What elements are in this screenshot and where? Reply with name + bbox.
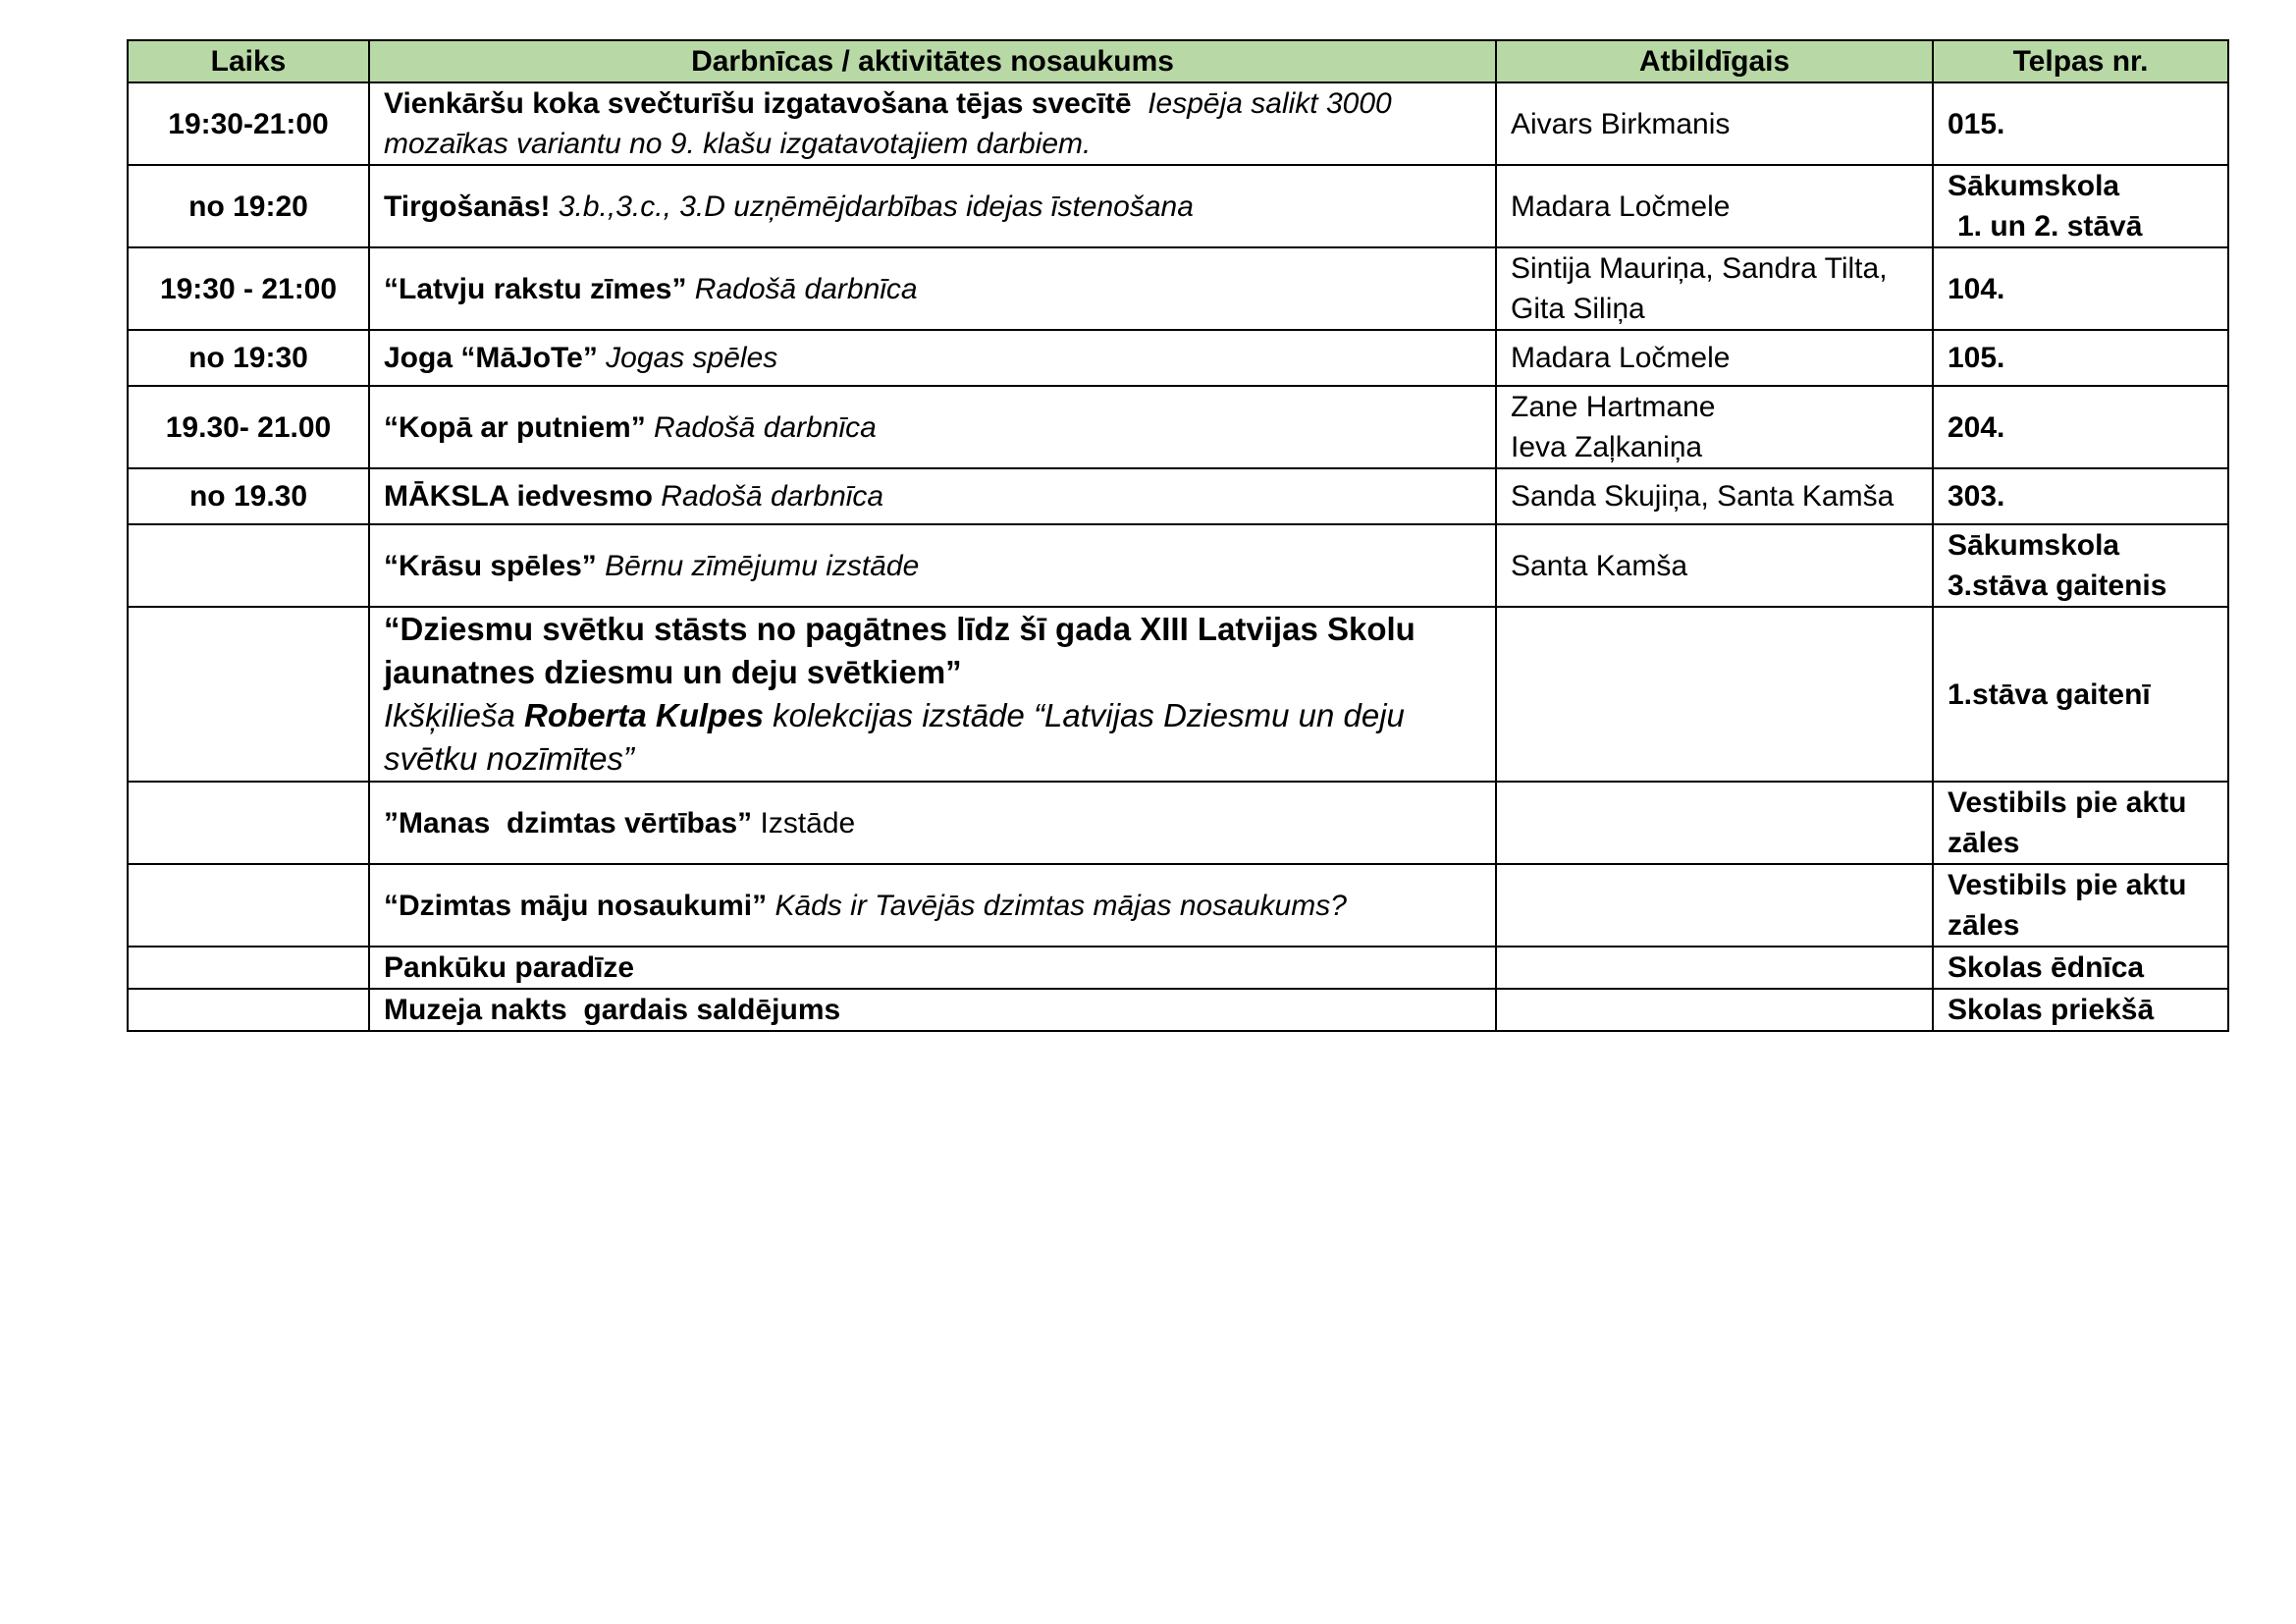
activity-title: “Krāsu spēles” bbox=[384, 549, 597, 582]
activity-desc: Radošā darbnīca bbox=[661, 480, 884, 513]
activity-desc: Radošā darbnīca bbox=[694, 272, 918, 305]
room-line: Vestibils pie aktu bbox=[1948, 786, 2187, 819]
row-time bbox=[128, 947, 369, 989]
activity-title: MĀKSLA iedvesmo bbox=[384, 480, 653, 513]
table-row bbox=[128, 82, 2228, 165]
row-room bbox=[1933, 782, 2228, 864]
row-room: 1.stāva gaitenī bbox=[1933, 607, 2228, 782]
row-responsible bbox=[1496, 989, 1933, 1031]
row-room: Skolas ēdnīca bbox=[1933, 947, 2228, 989]
row-responsible bbox=[1496, 864, 1933, 947]
row-activity bbox=[369, 607, 1496, 782]
row-time: no 19:30 bbox=[128, 330, 369, 386]
row-time bbox=[128, 524, 369, 607]
activity-title: Joga “MāJoTe” bbox=[384, 342, 598, 374]
activity-desc-name: Roberta Kulpes bbox=[524, 697, 764, 733]
row-time: no 19:20 bbox=[128, 165, 369, 247]
row-activity bbox=[369, 468, 1496, 524]
activity-title: “Dzimtas māju nosaukumi” bbox=[384, 889, 768, 922]
activity-title: Tirgošanās! bbox=[384, 189, 551, 223]
header-time: Laiks bbox=[128, 40, 369, 82]
activity-title: Muzeja nakts gardais saldējums bbox=[384, 994, 841, 1026]
row-activity bbox=[369, 524, 1496, 607]
row-time: 19:30 - 21:00 bbox=[128, 247, 369, 330]
row-activity bbox=[369, 330, 1496, 386]
responsible-line: Sintija Mauriņa, Sandra Tilta, bbox=[1511, 252, 1888, 285]
table-row bbox=[128, 247, 2228, 330]
row-room bbox=[1933, 165, 2228, 247]
activity-desc: Bērnu zīmējumu izstāde bbox=[605, 549, 920, 582]
room-line: 3.stāva gaitenis bbox=[1948, 569, 2167, 602]
row-responsible bbox=[1496, 386, 1933, 468]
row-activity bbox=[369, 165, 1496, 247]
row-activity bbox=[369, 82, 1496, 165]
activity-title: Vienkāršu koka svečturīšu izgatavošana tējas svecītē bbox=[384, 87, 1132, 120]
row-room: 303. bbox=[1933, 468, 2228, 524]
activity-desc-suffix: kolekcijas izstāde “Latvijas Dziesmu un deju svētku nozīmītes” bbox=[384, 697, 1405, 777]
row-time bbox=[128, 989, 369, 1031]
row-responsible: Santa Kamša bbox=[1496, 524, 1933, 607]
row-room: 204. bbox=[1933, 386, 2228, 468]
row-responsible bbox=[1496, 782, 1933, 864]
activity-title: “Dziesmu svētku stāsts no pagātnes līdz šī gada XIII Latvijas Skolu jaunatnes dziesmu un deju svētkiem” bbox=[384, 611, 1415, 690]
activity-desc: Izstāde bbox=[760, 806, 856, 839]
table-row bbox=[128, 782, 2228, 864]
room-line: Vestibils pie aktu bbox=[1948, 869, 2187, 901]
row-time: no 19.30 bbox=[128, 468, 369, 524]
room-line: 1. un 2. stāvā bbox=[1957, 210, 2143, 243]
row-activity bbox=[369, 947, 1496, 989]
responsible-line: Zane Hartmane bbox=[1511, 391, 1716, 423]
activity-desc: 3.b.,3.c., 3.D uzņēmējdarbības idejas īstenošana bbox=[558, 189, 1194, 223]
activity-desc-prefix: Ikšķilieša bbox=[384, 697, 515, 733]
table-row bbox=[128, 989, 2228, 1031]
activity-desc: Kāds ir Tavējās dzimtas mājas nosaukums? bbox=[774, 889, 1347, 922]
row-activity bbox=[369, 864, 1496, 947]
activity-title: Pankūku paradīze bbox=[384, 951, 635, 984]
room-line: zāles bbox=[1948, 827, 2020, 859]
table-row bbox=[128, 468, 2228, 524]
row-responsible: Aivars Birkmanis bbox=[1496, 82, 1933, 165]
row-room: 104. bbox=[1933, 247, 2228, 330]
activity-title: “Kopā ar putniem” bbox=[384, 410, 646, 444]
row-responsible: Madara Ločmele bbox=[1496, 330, 1933, 386]
row-room: Skolas priekšā bbox=[1933, 989, 2228, 1031]
table-row bbox=[128, 330, 2228, 386]
row-room bbox=[1933, 864, 2228, 947]
table-row bbox=[128, 165, 2228, 247]
row-activity bbox=[369, 989, 1496, 1031]
table-row bbox=[128, 864, 2228, 947]
row-time: 19.30- 21.00 bbox=[128, 386, 369, 468]
responsible-line: Ieva Zaļkaniņa bbox=[1511, 431, 1703, 463]
header-row bbox=[128, 40, 2228, 82]
row-time bbox=[128, 864, 369, 947]
room-line: zāles bbox=[1948, 909, 2020, 942]
row-time bbox=[128, 782, 369, 864]
row-activity bbox=[369, 386, 1496, 468]
row-responsible bbox=[1496, 607, 1933, 782]
row-room bbox=[1933, 524, 2228, 607]
activity-title: “Latvju rakstu zīmes” bbox=[384, 272, 687, 305]
header-responsible: Atbildīgais bbox=[1496, 40, 1933, 82]
table-row bbox=[128, 947, 2228, 989]
row-responsible bbox=[1496, 247, 1933, 330]
responsible-line: Gita Siliņa bbox=[1511, 293, 1645, 325]
row-room: 105. bbox=[1933, 330, 2228, 386]
schedule-table bbox=[127, 39, 2229, 1032]
table-row bbox=[128, 524, 2228, 607]
row-time bbox=[128, 607, 369, 782]
row-responsible: Madara Ločmele bbox=[1496, 165, 1933, 247]
row-room: 015. bbox=[1933, 82, 2228, 165]
activity-desc: Radošā darbnīca bbox=[654, 410, 877, 444]
room-line: Sākumskola bbox=[1948, 529, 2120, 562]
room-line: Sākumskola bbox=[1948, 170, 2120, 202]
row-activity bbox=[369, 782, 1496, 864]
row-responsible bbox=[1496, 947, 1933, 989]
row-responsible: Sanda Skujiņa, Santa Kamša bbox=[1496, 468, 1933, 524]
row-activity bbox=[369, 247, 1496, 330]
table-row bbox=[128, 607, 2228, 782]
header-room: Telpas nr. bbox=[1933, 40, 2228, 82]
activity-desc: Jogas spēles bbox=[606, 342, 778, 374]
table-row bbox=[128, 386, 2228, 468]
activity-desc: Iespēja salikt 3000 mozaīkas variantu no 9. klašu izgatavotajiem darbiem. bbox=[384, 87, 1392, 160]
activity-title: ”Manas dzimtas vērtības” bbox=[384, 806, 753, 839]
header-activity: Darbnīcas / aktivitātes nosaukums bbox=[369, 40, 1496, 82]
row-time: 19:30-21:00 bbox=[128, 82, 369, 165]
